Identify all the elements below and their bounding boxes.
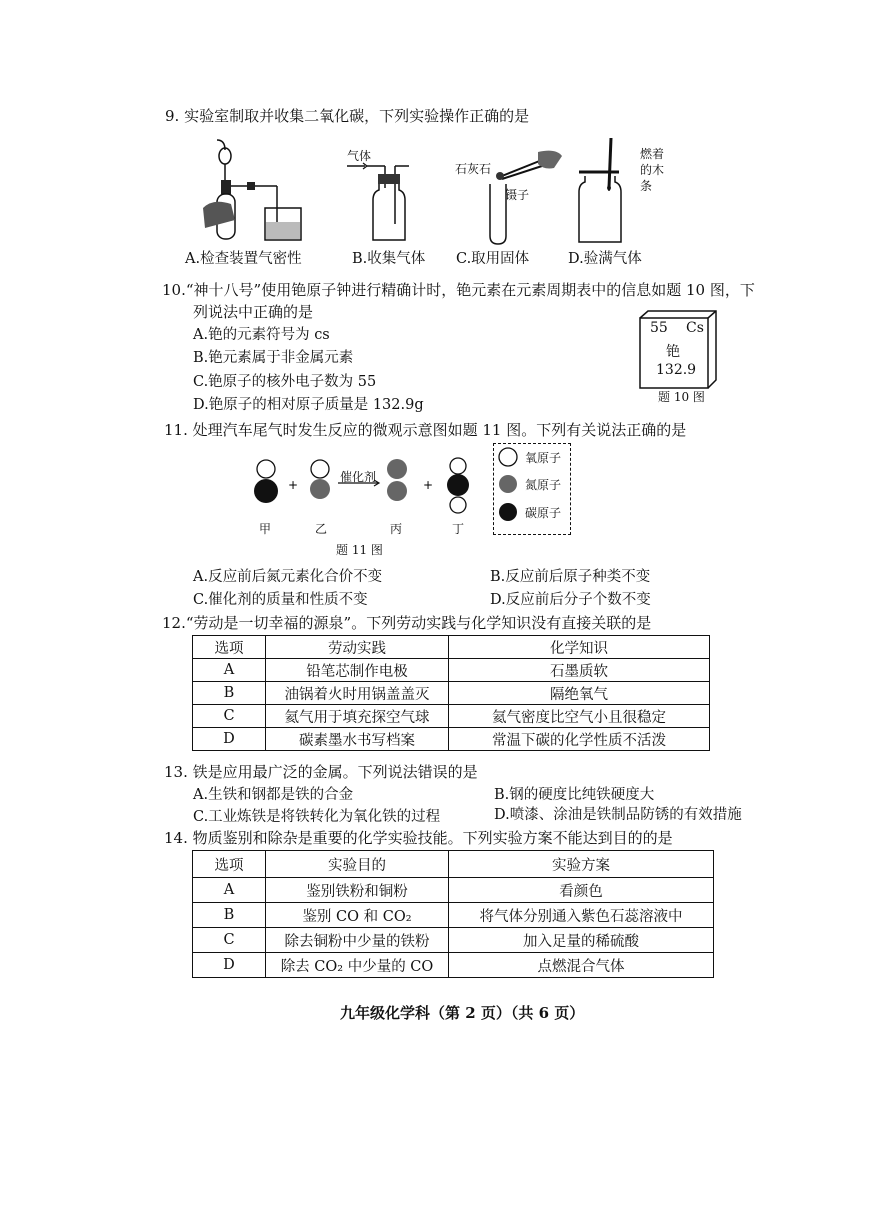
table-row: A 铅笔芯制作电极 石墨质软 xyxy=(193,659,710,682)
element-number: 55 xyxy=(650,320,668,336)
burning-stick-bottle-icon xyxy=(575,136,635,246)
legend-nitrogen: 氮原子 xyxy=(525,478,562,492)
table-row: C 氦气用于填充探空气球 氦气密度比空气小且很稳定 xyxy=(193,705,710,728)
figure-11-caption: 题 11 图 xyxy=(336,543,383,557)
table-row: C 除去铜粉中少量的铁粉 加入足量的稀硫酸 xyxy=(193,928,714,953)
q12-table xyxy=(192,635,710,751)
species-bing: 丙 xyxy=(390,522,403,536)
q11-stem: 11. 处理汽车尾气时发生反应的微观示意图如题 11 图。下列有关说法正确的是 xyxy=(164,421,687,439)
element-name: 铯 xyxy=(666,344,680,360)
catalyst-label: 催化剂 xyxy=(340,470,377,484)
q9-stem: 9. 实验室制取并收集二氧化碳，下列实验操作正确的是 xyxy=(165,107,530,125)
table-row: B 鉴别 CO 和 CO₂ 将气体分别通入紫色石蕊溶液中 xyxy=(193,903,714,928)
apparatus-airtightness-icon xyxy=(195,138,315,246)
table-header-row: 选项 实验目的 实验方案 xyxy=(193,851,714,878)
limestone-label: 石灰石 xyxy=(455,162,492,176)
q13-stem: 13. 铁是应用最广泛的金属。下列说法错误的是 xyxy=(164,763,478,781)
species-yi: 乙 xyxy=(315,522,328,536)
q14-stem: 14. 物质鉴别和除杂是重要的化学实验技能。下列实验方案不能达到目的的是 xyxy=(164,829,673,847)
element-symbol: Cs xyxy=(686,320,704,336)
figure-10-caption: 题 10 图 xyxy=(658,390,705,404)
gas-label: 气体 xyxy=(347,149,372,163)
q14-table xyxy=(192,850,714,978)
tweezers-label: 镊子 xyxy=(505,188,530,202)
legend-oxygen: 氧原子 xyxy=(525,451,562,465)
q13-option-a: A.生铁和钢都是铁的合金 xyxy=(193,787,354,803)
q11-option-c: C.催化剂的质量和性质不变 xyxy=(193,592,368,608)
q11-option-a: A.反应前后氮元素化合价不变 xyxy=(193,569,383,585)
q13-option-b: B.钢的硬度比纯铁硬度大 xyxy=(494,787,655,803)
table-row: B 油锅着火时用锅盖盖灭 隔绝氧气 xyxy=(193,682,710,705)
q9-option-b: B.收集气体 xyxy=(352,251,426,267)
burning-stick-label: 燃着 的木 条 xyxy=(640,147,665,193)
q12-stem: 12.“劳动是一切幸福的源泉”。下列劳动实践与化学知识没有直接关联的是 xyxy=(162,614,652,632)
species-jia: 甲 xyxy=(259,522,272,536)
table-row: D 碳素墨水书写档案 常温下碳的化学性质不活泼 xyxy=(193,728,710,751)
atom-legend-icons xyxy=(497,447,521,531)
q10-option-b: B.铯元素属于非金属元素 xyxy=(193,350,354,366)
q11-option-d: D.反应前后分子个数不变 xyxy=(490,592,651,608)
species-ding: 丁 xyxy=(452,522,465,536)
legend-carbon: 碳原子 xyxy=(525,506,562,520)
q13-option-c: C.工业炼铁是将铁转化为氧化铁的过程 xyxy=(193,809,441,825)
q10-option-c: C.铯原子的核外电子数为 55 xyxy=(193,374,377,390)
q10-option-a: A.铯的元素符号为 cs xyxy=(193,327,330,343)
q10-stem-line2: 列说法中正确的是 xyxy=(193,303,314,321)
page-footer: 九年级化学科（第 2 页）（共 6 页） xyxy=(340,1004,585,1022)
table-row: D 除去 CO₂ 中少量的 CO 点燃混合气体 xyxy=(193,953,714,978)
q13-option-d: D.喷漆、涂油是铁制品防锈的有效措施 xyxy=(494,807,742,823)
q11-option-b: B.反应前后原子种类不变 xyxy=(490,569,651,585)
svg-text:+: + xyxy=(423,478,434,492)
q10-stem-line1: 10.“神十八号”使用铯原子钟进行精确计时，铯元素在元素周期表中的信息如题 10 图，下 xyxy=(162,281,755,299)
q9-option-c: C.取用固体 xyxy=(456,251,530,267)
q10-option-d: D.铯原子的相对原子质量是 132.9g xyxy=(193,397,424,413)
element-mass: 132.9 xyxy=(656,362,697,378)
q9-option-a: A.检查装置气密性 xyxy=(185,251,302,267)
svg-text:+: + xyxy=(288,478,299,492)
q9-option-d: D.验满气体 xyxy=(568,251,642,267)
reaction-diagram xyxy=(250,455,480,525)
table-row: A 鉴别铁粉和铜粉 看颜色 xyxy=(193,878,714,903)
table-header-row: 选项 劳动实践 化学知识 xyxy=(193,636,710,659)
